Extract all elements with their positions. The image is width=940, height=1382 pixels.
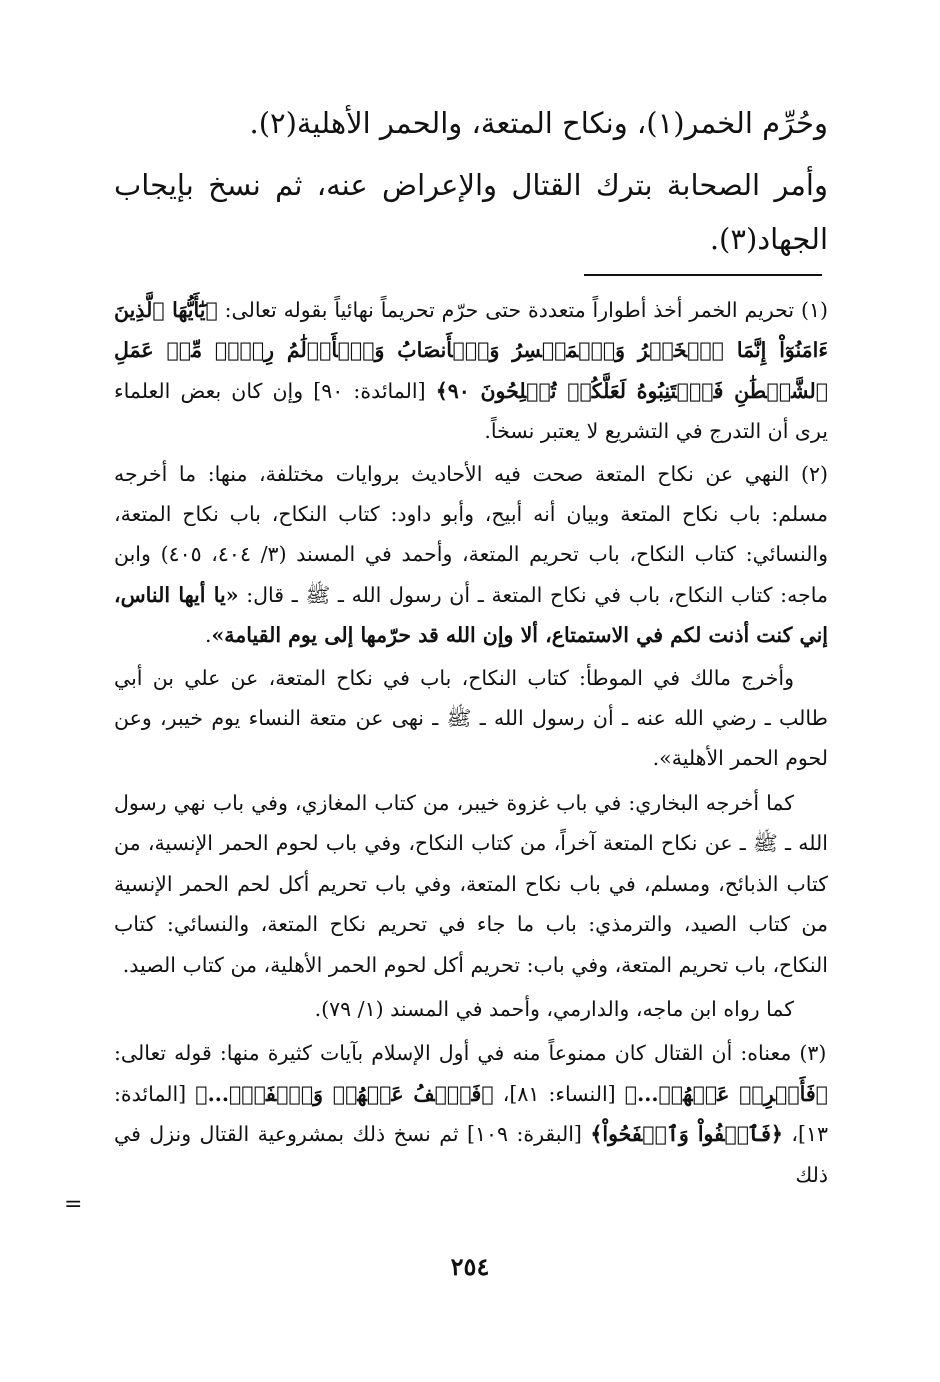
quran-verse: ﴿فَٱعۡفُ عَنۡهُمۡ وَٱصۡفَحۡۚ...﴾ [195, 1081, 494, 1106]
quran-verse: ﴿فَأَعۡرِضۡ عَنۡهُمۡ...﴾ [624, 1081, 828, 1106]
footnote-divider [584, 274, 822, 276]
verse-reference: [المائدة: ١٣]، [114, 1081, 828, 1147]
quran-verse: ﴿فَٱعۡفُواْ وَٱصۡفَحُواْ﴾ [590, 1122, 783, 1147]
footnote-number: (٢) [800, 461, 828, 486]
footnote-text: . [204, 623, 212, 648]
main-paragraph: وحُرِّم الخمر(١)، ونكاح المتعة، والحمر الأهلية(٢). [249, 106, 828, 140]
footnote-3 [114, 1033, 828, 1195]
footnote-text: [البقرة: ١٠٩] ثم نسخ ذلك بمشروعية القتال ونزل في ذلك [114, 1122, 828, 1187]
footnote-number: (١) [800, 298, 828, 322]
footnote-text: [المائدة: ٩٠] وإن كان بعض العلماء يرى أن التدرج في التشريع لا يعتبر نسخاً. [114, 378, 828, 444]
hadith-quote: «يا أيها الناس، إني كنت أذنت لكم في الاستمتاع، ألا وإن الله قد حرّمها إلى يوم القيامة» [114, 582, 828, 648]
page-number: ٢٥٤ [450, 1252, 490, 1281]
footnote-text: معناه: أن القتال كان ممنوعاً منه في أول الإسلام بآيات كثيرة منها: قوله تعالى: [114, 1041, 792, 1066]
footnote-paragraph: كما رواه ابن ماجه، والدارمي، وأحمد في المسند (١/ ٧٩). [314, 996, 794, 1021]
footnote-paragraph: وأخرج مالك في الموطأ: كتاب النكاح، باب في نكاح المتعة، عن علي بن أبي طالب ـ رضي الله عنه ـ أن رسول الله ـ ﷺ ـ نهى عن متعة النساء يوم خيبر، وعن لحوم الحمر الأهلية». [114, 665, 828, 771]
verse-reference: [النساء: ٨١]، [493, 1081, 616, 1106]
footnote-text: تحريم الخمر أخذ أطواراً متعددة حتى حرّم تحريماً نهائياً بقوله تعالى: [217, 298, 795, 322]
main-paragraph: وأمر الصحابة بترك القتال والإعراض عنه، ثم نسخ بإيجاب الجهاد(٣). [114, 168, 828, 256]
continuation-mark: = [64, 1192, 83, 1217]
footnotes [114, 290, 828, 1197]
footnote-paragraph: كما أخرجه البخاري: في باب غزوة خيبر، من كتاب المغازي، وفي باب نهي رسول الله ـ ﷺ ـ عن نكاح المتعة آخراً، من كتاب النكاح، وفي باب لحوم الحمر الإنسية، من كتاب الذبائح، ومسلم، في باب نكاح المتعة، وفي باب تحريم أكل لحم الحمر الإنسية من كتاب الصيد، والترمذي: باب ما جاء في تحريم نكاح المتعة، والنسائي: كتاب النكاح، باب تحريم المتعة، وفي باب: تحريم أكل لحوم الحمر الأهلية، من كتاب الصيد. [114, 790, 828, 977]
footnote-2 [114, 454, 828, 656]
footnote-number: (٣) [799, 1041, 827, 1066]
footnote-1 [114, 290, 828, 452]
quran-verse: ﴿يَٰٓأَيُّهَا ٱلَّذِينَ ءَامَنُوٓاْ إِنَّمَا ٱلۡخَمۡرُ وَٱلۡمَيۡسِرُ وَٱلۡأَنصَابُ وَٱلۡأَزۡلَٰمُ رِجۡسٞ مِّنۡ عَمَلِ ٱلشَّيۡطَٰنِ فَٱجۡتَنِبُوهُ لَعَلَّكُمۡ تُفۡلِحُونَ ٩٠﴾ [114, 298, 828, 403]
footnote-text: النهي عن نكاح المتعة صحت فيه الأحاديث بروايات مختلفة، منها: ما أخرجه مسلم: باب نكاح المتعة وبيان أنه أبيح، وأبو داود: كتاب النكاح، باب نكاح المتعة، والنسائي: كتاب النكاح، باب تحريم المتعة، وأحمد في المسند (٣/ ٤٠٤، ٤٠٥) وابن ماجه: كتاب النكاح، باب في نكاح المتعة ـ أن رسول الله ـ ﷺ ـ قال: [114, 461, 828, 607]
main-text [114, 96, 828, 274]
